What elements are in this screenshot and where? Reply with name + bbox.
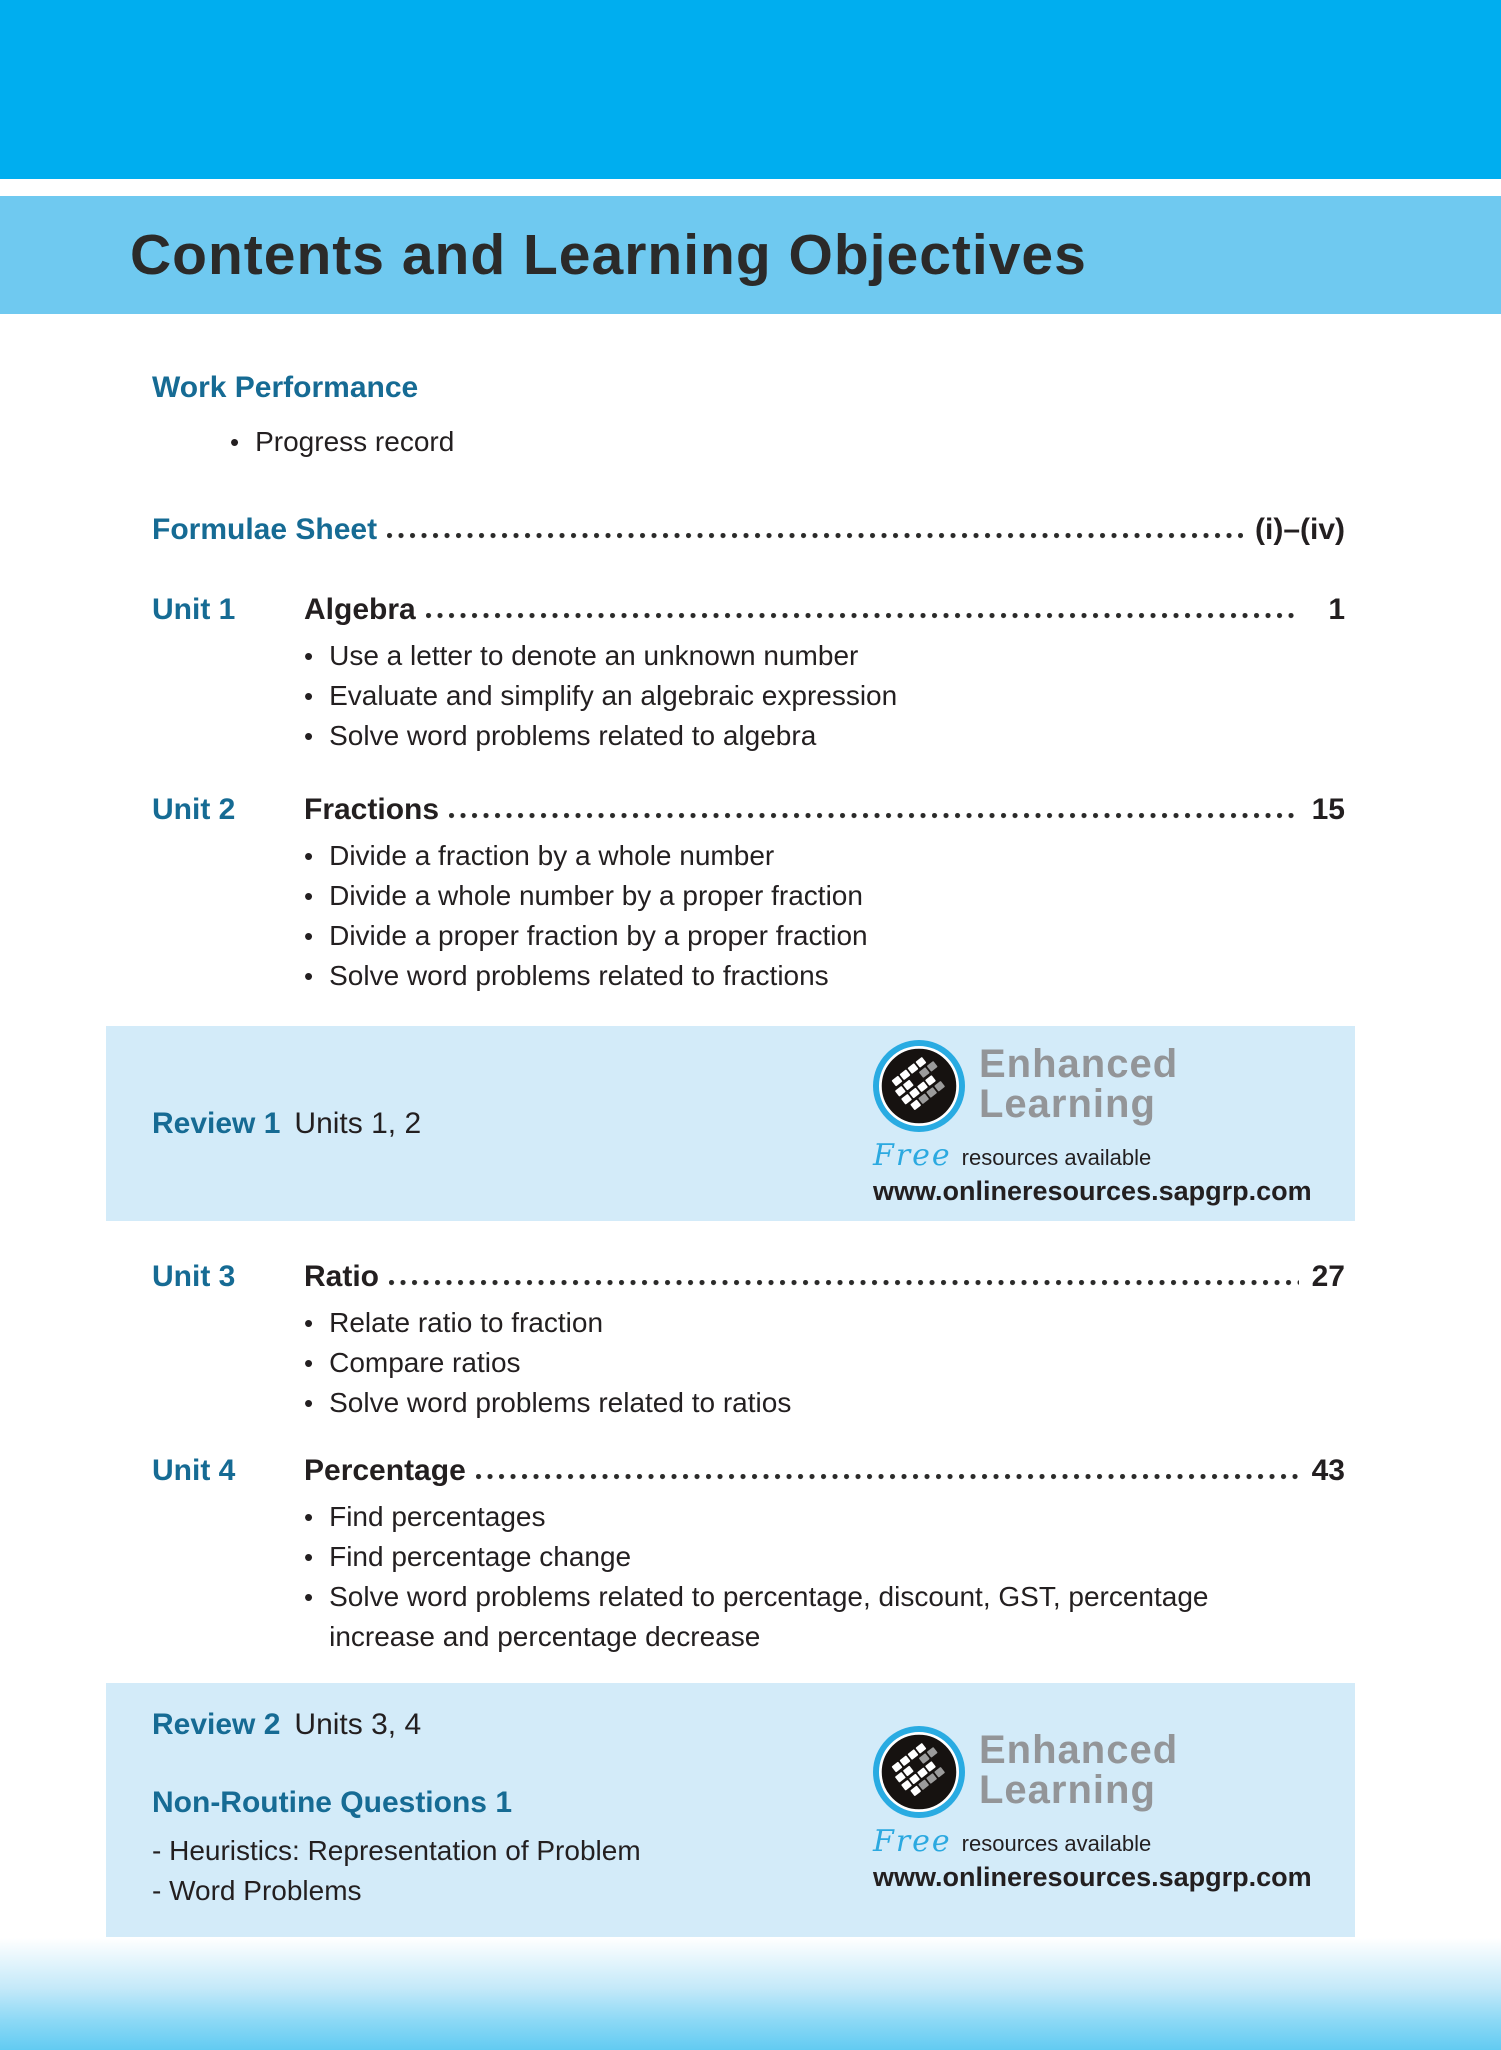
list-item: • Find percentages [304, 1497, 1345, 1537]
enhanced-learning-wordmark [979, 1727, 1179, 1812]
bullet-icon [304, 1497, 313, 1537]
dotted-leader [389, 1278, 1299, 1286]
bullet-icon [304, 916, 313, 956]
bullet-icon [304, 836, 313, 876]
bullet-icon [304, 716, 313, 756]
enhanced-learning-logo-icon [873, 1726, 965, 1818]
section-unit-4 [152, 1453, 1345, 1657]
free-label: Free [873, 1823, 952, 1859]
work-performance-heading: Work Performance [152, 371, 419, 404]
toc-row-unit-1 [152, 592, 1345, 628]
dotted-leader [449, 811, 1299, 819]
unit-title: Fractions [304, 793, 440, 826]
list-item: • Compare ratios [304, 1343, 1345, 1383]
list-item: - Heuristics: Representation of Problem [152, 1835, 641, 1866]
bullet-icon [304, 1577, 313, 1617]
contents-body [0, 316, 1501, 1937]
unit-label: Unit 4 [152, 1454, 236, 1487]
list-item: • Use a letter to denote an unknown number [304, 636, 1345, 676]
toc-row-unit-2 [152, 792, 1345, 828]
toc-row-unit-4 [152, 1453, 1345, 1489]
unit-objectives [304, 1303, 1345, 1423]
section-work-performance [152, 370, 1345, 462]
title-band [0, 196, 1501, 314]
dotted-leader [476, 1472, 1299, 1480]
list-item: • Solve word problems related to fractions [304, 956, 1345, 996]
review-units: Units 3, 4 [294, 1708, 422, 1741]
unit-objectives [304, 836, 1345, 996]
top-cyan-band [0, 0, 1501, 179]
review-label: Review 2 [152, 1708, 281, 1741]
dotted-leader [387, 531, 1243, 539]
review-2-left-column [152, 1707, 641, 1911]
resources-url: www.onlineresources.sapgrp.com [873, 1861, 1312, 1892]
list-item: • Solve word problems related to ratios [304, 1383, 1345, 1423]
list-item: • Divide a fraction by a whole number [304, 836, 1345, 876]
free-resources-line [873, 1824, 1313, 1859]
page-number: 27 [1311, 1260, 1345, 1293]
unit-objectives [304, 636, 1345, 756]
page-number: 15 [1311, 793, 1345, 826]
unit-label: Unit 2 [152, 793, 236, 826]
review-2-line [152, 1707, 641, 1743]
enhanced-learning-top [873, 1726, 1313, 1818]
bullet-icon [304, 1537, 313, 1577]
enhanced-learning-block [873, 1040, 1313, 1207]
enhanced-learning-logo-icon [873, 1040, 965, 1132]
review-2-box [106, 1683, 1355, 1937]
unit-title: Ratio [304, 1260, 379, 1293]
section-unit-3 [152, 1259, 1345, 1423]
non-routine-questions-heading: Non-Routine Questions 1 [152, 1786, 512, 1819]
section-unit-2 [152, 792, 1345, 996]
section-unit-1 [152, 592, 1345, 756]
free-note: resources available [961, 1145, 1152, 1170]
enhanced-learning-wordmark [979, 1044, 1178, 1124]
bullet-icon [304, 676, 313, 716]
list-item: • Divide a proper fraction by a proper fraction [304, 916, 1345, 956]
review-units: Units 1, 2 [294, 1106, 422, 1140]
free-label: Free [873, 1138, 952, 1173]
page-number: (i)–(iv) [1255, 513, 1345, 546]
toc-row-formulae-sheet [152, 512, 1345, 548]
wordmark-line: Enhanced [979, 1042, 1179, 1086]
formulae-sheet-heading: Formulae Sheet [152, 513, 378, 546]
toc-row-unit-3 [152, 1259, 1345, 1295]
list-item: • Solve word problems related to percentage, discount, GST, percentage increase and percentage decrease [304, 1577, 1345, 1657]
list-item: - Word Problems [152, 1875, 362, 1906]
unit-objectives [304, 1497, 1345, 1657]
bullet-icon [304, 1343, 313, 1383]
unit-label: Unit 3 [152, 1260, 236, 1293]
bottom-gradient-band [0, 1938, 1501, 2050]
wordmark-line: Enhanced [979, 1727, 1179, 1772]
list-item: • Progress record [230, 422, 1345, 462]
list-item: • Evaluate and simplify an algebraic expression [304, 676, 1345, 716]
bullet-icon [230, 422, 239, 462]
page-title: Contents and Learning Objectives [130, 223, 1087, 287]
review-1-box [106, 1026, 1355, 1221]
unit-title: Percentage [304, 1454, 466, 1487]
list-item: • Find percentage change [304, 1537, 1345, 1577]
list-item: • Divide a whole number by a proper fraction [304, 876, 1345, 916]
enhanced-learning-block [873, 1726, 1313, 1893]
bullet-icon [304, 636, 313, 676]
bullet-icon [304, 1303, 313, 1343]
review-label: Review 1 [152, 1106, 281, 1140]
bullet-icon [304, 876, 313, 916]
page-number: 1 [1328, 593, 1345, 626]
wordmark-line: Learning [979, 1767, 1156, 1812]
wordmark-line: Learning [979, 1082, 1156, 1126]
work-performance-list [230, 422, 1345, 462]
list-item: • Solve word problems related to algebra [304, 716, 1345, 756]
resources-url: www.onlineresources.sapgrp.com [873, 1176, 1312, 1206]
bullet-icon [304, 1383, 313, 1423]
enhanced-learning-top [873, 1040, 1313, 1132]
review-1-line [152, 1106, 421, 1142]
dotted-leader [426, 611, 1299, 619]
free-note: resources available [961, 1830, 1152, 1856]
unit-label: Unit 1 [152, 593, 236, 626]
page-number: 43 [1311, 1454, 1345, 1487]
free-resources-line [873, 1138, 1313, 1173]
bullet-icon [304, 956, 313, 996]
list-item: • Relate ratio to fraction [304, 1303, 1345, 1343]
non-routine-questions-list [152, 1831, 641, 1911]
unit-title: Algebra [304, 593, 416, 626]
